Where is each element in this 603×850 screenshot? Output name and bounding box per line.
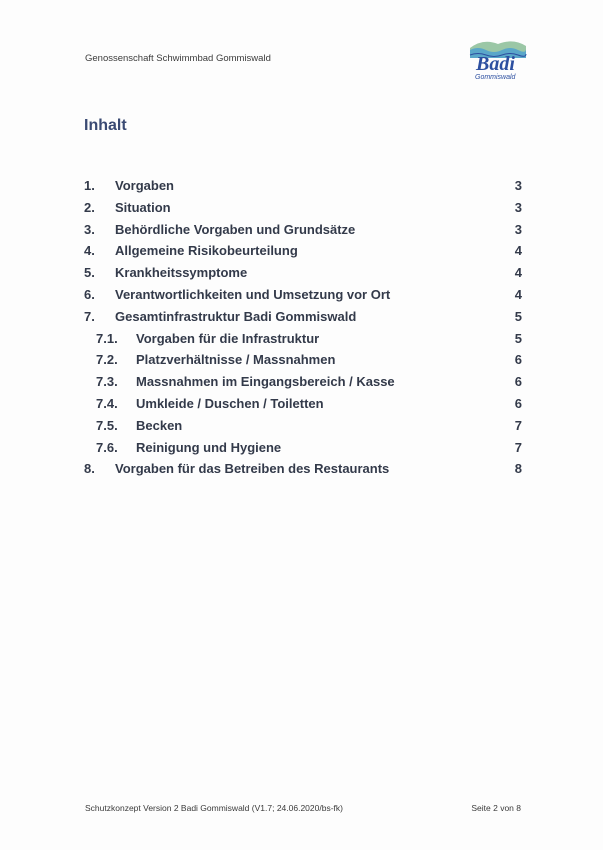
toc-entry-number: 7.5.: [96, 417, 118, 433]
toc-entry[interactable]: [84, 416, 526, 438]
toc-entry-number: 7.2.: [96, 352, 118, 368]
toc-entry[interactable]: [84, 394, 526, 416]
toc-entry[interactable]: [84, 459, 526, 481]
toc-entry[interactable]: [84, 438, 526, 460]
toc-heading: Inhalt: [84, 117, 127, 134]
toc-entry[interactable]: [84, 307, 526, 329]
toc-entry-page: 6: [514, 352, 522, 368]
toc-entry-page: 4: [514, 286, 522, 302]
toc-entry-title: Massnahmen im Eingangsbereich / Kasse: [136, 374, 395, 390]
header-organization: Genossenschaft Schwimmbad Gommiswald: [85, 53, 271, 64]
toc-entry-page: 6: [514, 374, 522, 390]
footer-page-info: Seite 2 von 8: [471, 803, 521, 813]
toc-entry-title: Umkleide / Duschen / Toiletten: [136, 395, 324, 411]
badi-logo: [468, 36, 528, 82]
toc-entry-page: 5: [514, 308, 522, 324]
toc-entry-number: 2.: [84, 199, 95, 215]
toc-entry[interactable]: [84, 263, 526, 285]
toc-entry-page: 4: [514, 243, 522, 259]
toc-entry-number: 7.: [84, 308, 95, 324]
toc-entry-title: Becken: [136, 417, 183, 433]
toc-entry-title: Behördliche Vorgaben und Grundsätze: [115, 221, 356, 237]
toc-entry-title: Vorgaben für das Betreiben des Restaurants: [115, 461, 390, 477]
toc-entry-title: Krankheitssymptome: [115, 265, 248, 281]
toc-entry-page: 7: [514, 439, 522, 455]
toc-entry-title: Vorgaben für die Infrastruktur: [136, 330, 320, 346]
toc-entry-page: 3: [514, 178, 522, 193]
toc-entry-number: 3.: [84, 221, 95, 237]
toc-entry-page: 7: [514, 417, 522, 433]
toc-entry[interactable]: [84, 198, 526, 220]
toc-entry-page: 6: [514, 395, 522, 411]
toc-entry-number: 7.3.: [96, 374, 118, 390]
toc-entry-number: 5.: [84, 265, 95, 281]
toc-entry-number: 6.: [84, 286, 95, 302]
toc-entry[interactable]: [84, 285, 526, 307]
toc-entry-page: 5: [514, 330, 522, 346]
toc-entry-number: 7.6.: [96, 439, 118, 455]
toc-entry-title: Reinigung und Hygiene: [136, 439, 282, 455]
toc-entry-page: 8: [514, 461, 522, 477]
toc-entry-number: 4.: [84, 243, 95, 259]
toc-entry[interactable]: [84, 329, 526, 351]
svg-text:Badi: Badi: [476, 53, 515, 75]
toc-entry-title: Allgemeine Risikobeurteilung: [115, 243, 298, 259]
toc-entry-title: Gesamtinfrastruktur Badi Gommiswald: [115, 308, 357, 324]
toc-entry-title: Platzverhältnisse / Massnahmen: [136, 352, 336, 368]
footer-document-info: Schutzkonzept Version 2 Badi Gommiswald (V1.7; 24.06.2020/bs-fk): [85, 803, 343, 813]
toc-entry-number: 8.: [84, 461, 95, 477]
toc-entry-page: 3: [514, 221, 522, 237]
toc-entry-number: 7.1.: [96, 330, 118, 346]
svg-text:Gommiswald: Gommiswald: [475, 74, 516, 81]
toc-entry-page: 4: [514, 265, 522, 281]
table-of-contents: [84, 176, 526, 481]
toc-entry-title: Vorgaben: [115, 178, 174, 193]
toc-entry[interactable]: [84, 372, 526, 394]
toc-entry-number: 1.: [84, 178, 95, 193]
toc-entry-page: 3: [514, 199, 522, 215]
toc-entry-title: Verantwortlichkeiten und Umsetzung vor Ort: [115, 286, 391, 302]
toc-entry-number: 7.4.: [96, 395, 118, 411]
toc-entry-title: Situation: [115, 199, 171, 215]
toc-entry[interactable]: [84, 176, 526, 198]
toc-entry[interactable]: [84, 220, 526, 242]
toc-entry[interactable]: [84, 350, 526, 372]
toc-entry[interactable]: [84, 241, 526, 263]
